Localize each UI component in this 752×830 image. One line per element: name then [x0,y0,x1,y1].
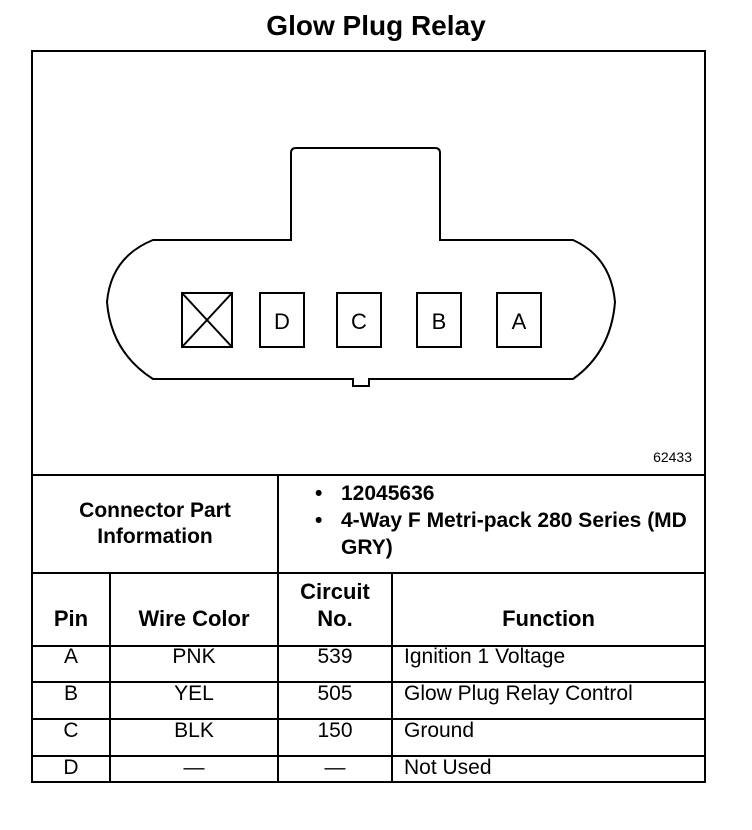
connector-description: 4-Way F Metri-pack 280 Series (MD GRY) [341,509,687,559]
header-circuit-line2: No. [317,606,353,631]
connector-info-frame [31,50,706,783]
row-a-function: Ignition 1 Voltage [404,645,566,668]
header-pin: Pin [53,606,89,631]
header-function: Function [502,606,595,631]
connector-part-item [279,507,699,561]
connector-outline-svg [33,52,704,476]
pin-label-c: C [351,309,367,334]
row-d-wire-color: — [183,756,205,779]
row-b-wire-color: YEL [174,682,214,705]
pin-label-d: D [274,309,290,334]
connector-part-item [279,480,699,507]
row-d-function: Not Used [404,756,492,779]
page-title: Glow Plug Relay [266,10,486,41]
row-a-pin: A [63,645,78,668]
row-b-function: Glow Plug Relay Control [404,682,633,705]
row-c-wire-color: BLK [174,719,214,742]
row-a-circuit: 539 [317,645,353,668]
row-d-pin: D [63,756,79,779]
row-a-wire-color: PNK [172,645,216,668]
connector-part-label: Connector Part Information [79,499,231,548]
pin-label-a: A [511,309,527,334]
pin-label-b: B [431,309,447,334]
part-number: 12045636 [341,482,435,505]
header-circuit-line1: Circuit [300,579,370,604]
row-c-function: Ground [404,719,475,742]
row-c-circuit: 150 [317,719,353,742]
row-b-pin: B [63,682,78,705]
diagram-id: 62433 [653,449,692,465]
row-c-pin: C [63,719,79,742]
divider-connector-info [33,572,704,574]
bullet-icon: • [315,509,323,532]
connector-housing [107,148,615,386]
bullet-icon: • [315,482,323,505]
header-wire-color: Wire Color [138,606,250,631]
connector-diagram [33,52,704,476]
row-b-circuit: 505 [317,682,353,705]
connector-part-list [279,480,699,561]
row-d-circuit: — [324,756,346,779]
pin-cavity-blocked [182,293,232,347]
